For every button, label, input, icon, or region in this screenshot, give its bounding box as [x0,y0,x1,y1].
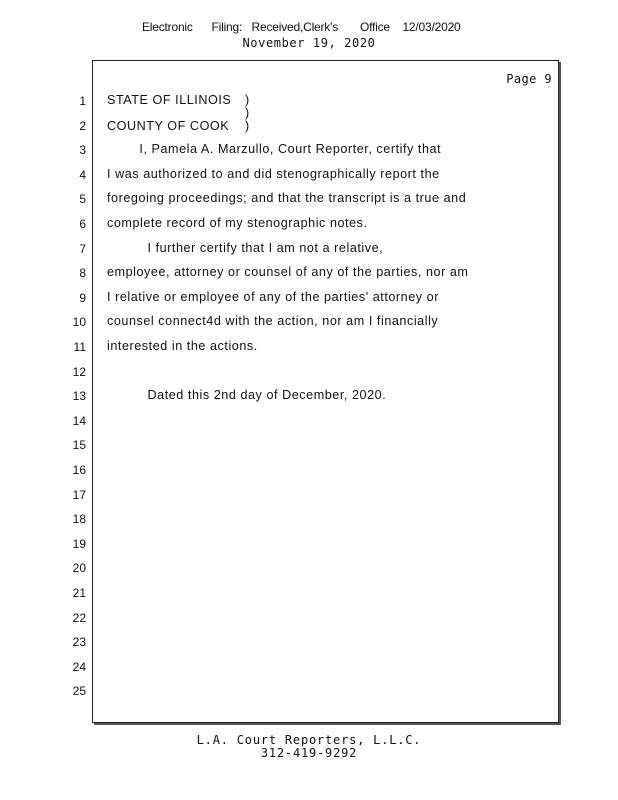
caption-county: COUNTY OF COOK [107,119,230,133]
line-number: 20 [72,561,86,575]
line-number: 13 [72,389,86,403]
stamp-received: Received,Clerk's [251,20,339,34]
line-number: 22 [72,611,86,625]
line-text: I was authorized to and did stenographically report the [107,167,440,181]
line-text: counsel connect4d with the action, nor am I financially [107,314,439,328]
line-number: 15 [72,438,86,452]
line-number: 11 [73,340,86,354]
line-number: 3 [79,143,86,157]
line-number: 1 [79,94,86,108]
line-number: 9 [79,291,86,305]
line-number: 25 [72,684,86,698]
stamp-date: 12/03/2020 [402,20,461,34]
stamp-office: Office [359,20,390,34]
caption-paren: ) [245,106,250,120]
line-number: 16 [72,463,86,477]
stamp-filing: Filing: [211,20,243,34]
caption-paren: ) [245,119,250,133]
caption-paren: ) [245,93,250,107]
transcript-date: November 19, 2020 [242,36,376,50]
line-number: 6 [79,217,86,231]
filing-stamp [142,20,461,34]
line-number: 4 [79,168,86,182]
stamp-electronic: Electronic [142,20,193,34]
line-number: 18 [72,512,86,526]
line-number: 8 [79,266,86,280]
line-text: foregoing proceedings; and that the transcript is a true and [107,191,467,205]
line-text: interested in the actions. [107,339,258,353]
caption-state: STATE OF ILLINOIS [107,93,232,107]
line-text: complete record of my stenographic notes. [107,216,368,230]
line-number: 24 [72,660,86,674]
line-number: 17 [72,488,86,502]
line-number: 14 [72,414,86,428]
line-number: 12 [72,365,86,379]
footer-phone: 312-419-9292 [260,746,358,760]
line-number: 5 [79,192,86,206]
line-number: 7 [79,242,86,256]
line-text: Dated this 2nd day of December, 2020. [107,388,387,402]
line-number: 21 [72,586,86,600]
line-number: 23 [72,635,86,649]
line-number: 10 [72,315,86,329]
page-number: Page 9 [506,72,552,86]
line-text: I further certify that I am not a relative, [107,241,384,255]
line-number: 19 [72,537,86,551]
line-text: employee, attorney or counsel of any of the parties, nor am [107,265,469,279]
line-text: I, Pamela A. Marzullo, Court Reporter, certify that [107,142,442,156]
line-number: 2 [79,119,86,133]
footer-company: L.A. Court Reporters, L.L.C. [196,733,422,747]
line-text: I relative or employee of any of the parties' attorney or [107,290,439,304]
